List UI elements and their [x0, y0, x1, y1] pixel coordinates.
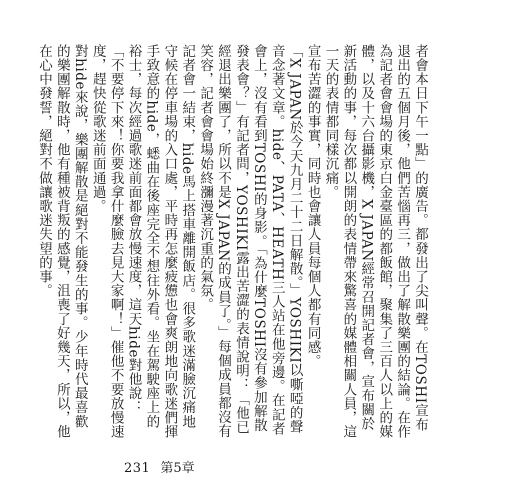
paragraph: 記者會一結束，hide馬上搭車離開飯店。很多歌迷滿臉沉痛地守候在停車場的入口處，平時再怎麼疲憊也會爽朗地向歌迷們揮手致意的hide，蟋曲在後座完全不想往外看。坐在駕駛座上的裕士，每次經過歌迷前面都會放慢速度，這天hide對他說：「不要停下來！你要我拿什麼臉去見大家啊！」催他不要放慢速度，趕快從歌迷前面通過。: [89, 44, 196, 439]
paragraph: 「X JAPAN於今天九月二十二日解散。」YOSHIKI以嘶啞的聲音念著文章。hide、PATA、HEATH三人站在他旁邊。在記者會上，沒有看到TOSHI的身影。「為什麼TOSHI沒有參加解散發表會？」有記者問，YOSHIKI露出苦澀的表情說明：「他已經退出樂團了，所以不是X JAPAN的成員了。」每個成員都沒有笑容，記者會會場始終瀰漫著沉重的氣氛。: [197, 44, 303, 439]
vertical-body-text: [35, 44, 428, 442]
paragraph: 對hide來說，樂團解散是絕對不能發生的事。少年時代最喜歡的樂團解散時，他有種被背叛的感覺，沮喪了好幾天，所以，他在心中發誓，絕對不做讓歌迷失望的事。: [35, 44, 88, 439]
page-number: 231: [124, 461, 151, 476]
paragraph: 者會本日下午一點」的廣告。都發出了尖叫聲。在TOSHI宣布退出的五個月後，他們苦惱再三，做出了解散樂團的結論。在作為記者會會場的東京白金臺區的都飯館，聚集了三百人以上的媒體，以及十六台攝影機，X JAPAN經常召開記者會，宣布關於新活動的事，每次都以開朗的表情帶來驚喜的媒體相關人員，這一天的表情都同樣沉痛。: [322, 44, 428, 439]
chapter-label: 第5章: [160, 461, 195, 476]
page-footer: [124, 457, 195, 476]
paragraph: 宣布苦澀的事實，同時也會讓人員每個人都有同感。: [304, 44, 321, 369]
